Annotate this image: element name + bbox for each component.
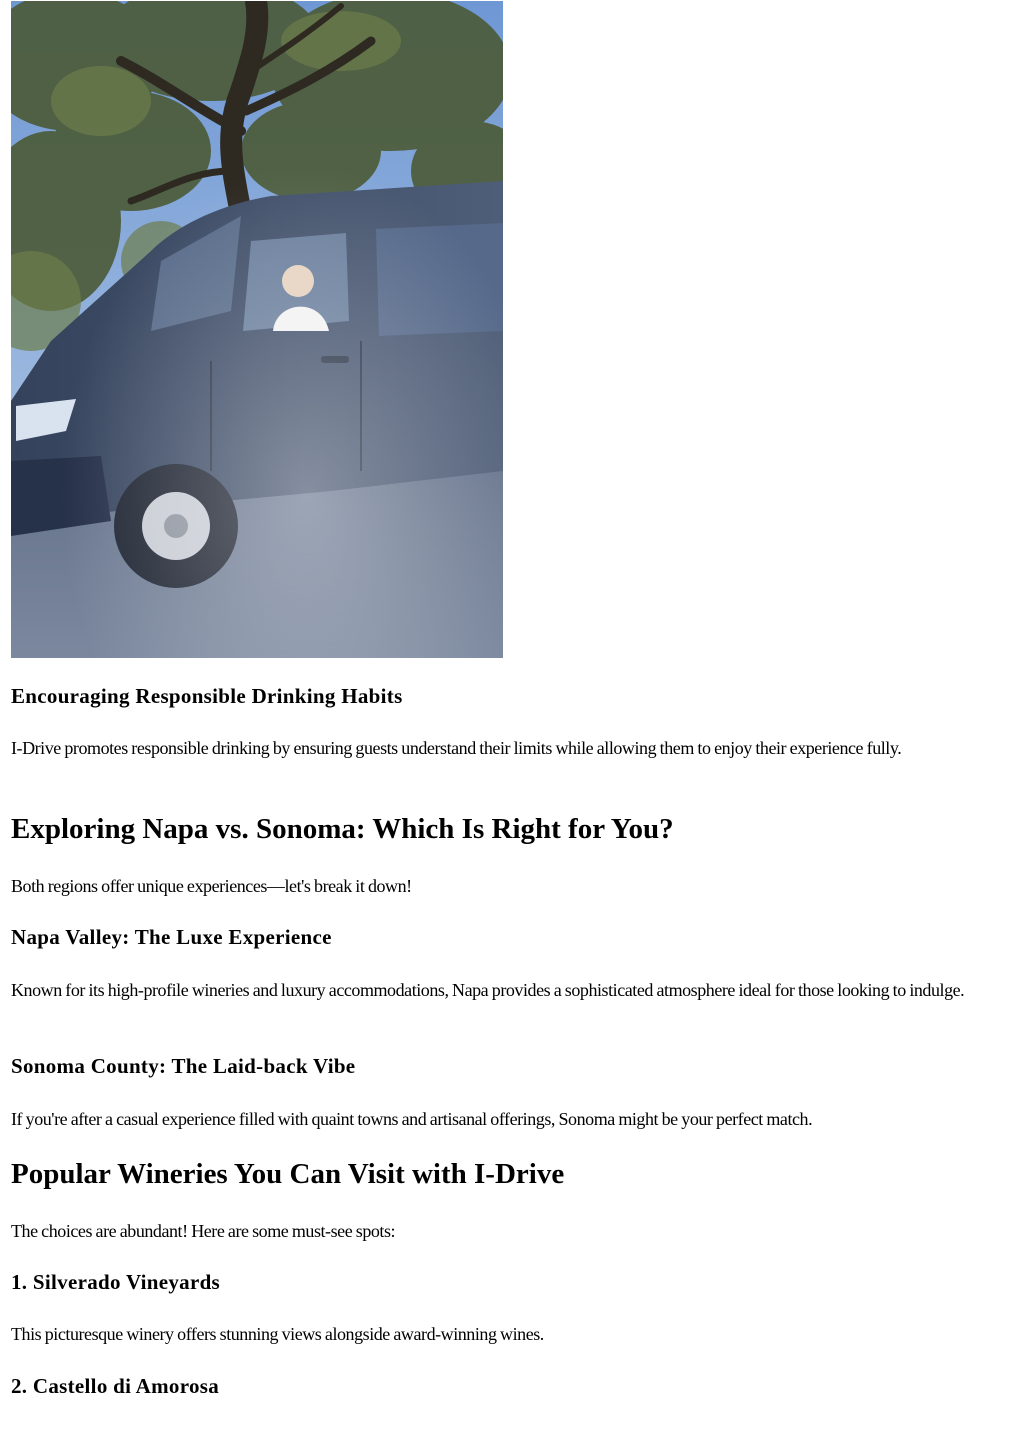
sonoma-heading: Sonoma County: The Laid-back Vibe xyxy=(11,1054,356,1078)
napa-heading: Napa Valley: The Luxe Experience xyxy=(11,925,332,949)
wineries-text: The choices are abundant! Here are some must-see spots: xyxy=(11,1221,396,1241)
castello-heading: 2. Castello di Amorosa xyxy=(11,1374,220,1398)
van-under-tree-illustration xyxy=(11,1,503,658)
silverado-heading: 1. Silverado Vineyards xyxy=(11,1270,221,1294)
napa-vs-sonoma-text: Both regions offer unique experiences—let's break it down! xyxy=(11,876,412,896)
napa-vs-sonoma-heading: Exploring Napa vs. Sonoma: Which Is Right for You? xyxy=(11,813,674,845)
sonoma-text: If you're after a casual experience filled with quaint towns and artisanal offerings, Sonoma might be your perfect match. xyxy=(11,1109,813,1129)
napa-text: Known for its high-profile wineries and luxury accommodations, Napa provides a sophisticated atmosphere ideal for those looking to indulge. xyxy=(11,980,965,1000)
responsible-heading: Encouraging Responsible Drinking Habits xyxy=(11,684,403,708)
van-photo xyxy=(11,1,503,658)
wineries-heading: Popular Wineries You Can Visit with I-Drive xyxy=(11,1158,565,1190)
silverado-text: This picturesque winery offers stunning views alongside award-winning wines. xyxy=(11,1324,544,1344)
responsible-text: I-Drive promotes responsible drinking by ensuring guests understand their limits while allowing them to enjoy their experience fully. xyxy=(11,738,902,758)
